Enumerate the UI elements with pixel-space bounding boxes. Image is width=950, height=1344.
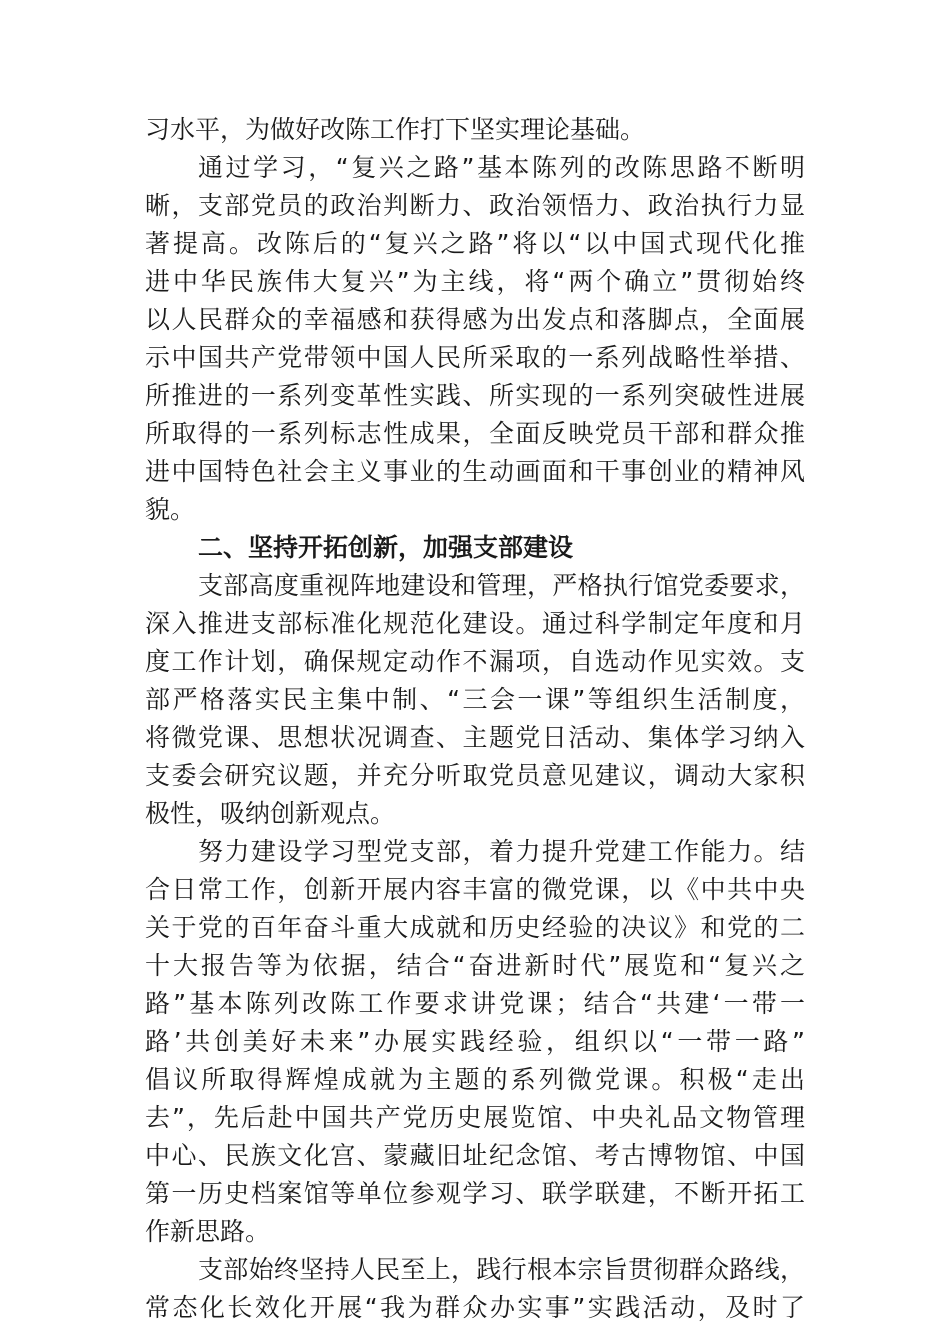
section-heading: 二、坚持开拓创新，加强支部建设 <box>198 533 574 562</box>
text-line: 努力建设学习型党支部，着力提升党建工作能力。结 <box>198 837 805 866</box>
text-line: 关于党的百年奋斗重大成就和历史经验的决议》和党的二 <box>145 913 805 942</box>
text-line: 所取得的一系列标志性成果，全面反映党员干部和群众推 <box>145 419 805 448</box>
text-line: 部严格落实民主集中制、“三会一课”等组织生活制度， <box>145 685 805 714</box>
text-line: 晰，支部党员的政治判断力、政治领悟力、政治执行力显 <box>145 191 805 220</box>
text-line: 中心、民族文化宫、蒙藏旧址纪念馆、考古博物馆、中国 <box>145 1141 805 1170</box>
text-line: 所推进的一系列变革性实践、所实现的一系列突破性进展 <box>145 381 805 410</box>
text-line: 进中华民族伟大复兴”为主线，将“两个确立”贯彻始终 <box>145 267 805 296</box>
text-line: 支部高度重视阵地建设和管理，严格执行馆党委要求， <box>198 571 805 600</box>
text-line: 深入推进支部标准化规范化建设。通过科学制定年度和月 <box>145 609 805 638</box>
text-line: 合日常工作，创新开展内容丰富的微党课，以《中共中央 <box>145 875 805 904</box>
document-page <box>145 111 805 1327</box>
text-line: 第一历史档案馆等单位参观学习、联学联建，不断开拓工 <box>145 1179 805 1208</box>
text-line: 倡议所取得辉煌成就为主题的系列微党课。积极“走出 <box>145 1065 805 1094</box>
text-line: 著提高。改陈后的“复兴之路”将以“以中国式现代化推 <box>145 229 805 258</box>
text-line: 路’共创美好未来”办展实践经验，组织以“一带一路” <box>145 1027 805 1056</box>
text-line: 常态化长效化开展“我为群众办实事”实践活动，及时了 <box>145 1293 805 1322</box>
text-line: 将微党课、思想状况调查、主题党日活动、集体学习纳入 <box>145 723 805 752</box>
text-line: 进中国特色社会主义事业的生动画面和干事创业的精神风 <box>145 457 805 486</box>
text-line: 度工作计划，确保规定动作不漏项，自选动作见实效。支 <box>145 647 805 676</box>
text-line: 习水平，为做好改陈工作打下坚实理论基础。 <box>145 115 646 144</box>
text-line: 十大报告等为依据，结合“奋进新时代”展览和“复兴之 <box>145 951 805 980</box>
text-line: 路”基本陈列改陈工作要求讲党课；结合“共建‘一带一 <box>145 989 805 1018</box>
text-line: 以人民群众的幸福感和获得感为出发点和落脚点，全面展 <box>145 305 805 334</box>
text-line: 支部始终坚持人民至上，践行根本宗旨贯彻群众路线， <box>198 1255 805 1284</box>
text-line: 通过学习，“复兴之路”基本陈列的改陈思路不断明 <box>198 153 805 182</box>
text-line: 支委会研究议题，并充分听取党员意见建议，调动大家积 <box>145 761 805 790</box>
text-line: 示中国共产党带领中国人民所采取的一系列战略性举措、 <box>145 343 805 372</box>
text-line: 作新思路。 <box>145 1217 271 1246</box>
text-line: 极性，吸纳创新观点。 <box>145 799 396 828</box>
text-line: 去”，先后赴中国共产党历史展览馆、中央礼品文物管理 <box>145 1103 805 1132</box>
text-line: 貌。 <box>145 495 196 524</box>
